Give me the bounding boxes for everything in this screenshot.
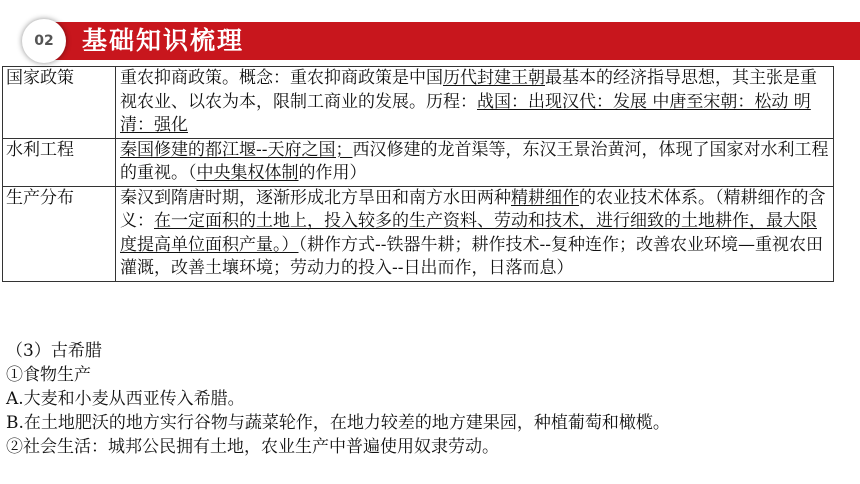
page-title: 基础知识梳理 (82, 26, 245, 55)
content-text: 西汉修建的龙首渠等，东汉王景治黄河，体现了国家对水利工程的重视。（ (120, 139, 829, 183)
row-category: 生产分布 (3, 186, 116, 281)
content-text: 的作用） (298, 163, 367, 183)
underlined-text: 中央集权体制 (196, 163, 299, 183)
section-number-badge: 02 (22, 19, 66, 63)
section-heading: （3）古希腊 (6, 341, 102, 361)
row-content (116, 186, 834, 281)
row-content (116, 67, 834, 139)
section-header (0, 20, 860, 62)
row-content (116, 138, 834, 186)
subheading-social: ②社会生活：城邦公民拥有土地，农业生产中普遍使用奴隶劳动。 (6, 437, 499, 457)
item-b: B.在土地肥沃的地方实行谷物与蔬菜轮作，在地力较差的地方建果园，种植葡萄和橄榄。 (6, 413, 670, 433)
underlined-text: 历代封建王朝 (443, 68, 545, 88)
greece-section (6, 339, 670, 459)
row-category: 国家政策 (3, 67, 116, 139)
content-text: 秦汉到隋唐时期，逐渐形成北方旱田和南方水田两种 (120, 187, 511, 208)
underlined-text: 战国：出现汉代：发展 中唐至宋朝：松动 明清：强化 (120, 91, 811, 135)
table-row (3, 186, 834, 281)
underlined-text: 秦国修建的都江堰--天府之国； (120, 139, 353, 160)
table-row (3, 67, 834, 139)
row-category: 水利工程 (3, 138, 116, 186)
underlined-text: 在一定面积的土地上，投入较多的生产资料、劳动和技术，进行细致的土地耕作，最大限度提高单位面积产量。） (120, 211, 817, 255)
knowledge-table (2, 66, 834, 282)
content-text: 的农业技术体系。（精耕细作的含义： (120, 187, 826, 231)
content-text: （耕作方式--铁器牛耕；耕作技术--复种连作；改善农业环境—重视农田灌溉，改善土壤环境；劳动力的投入--日出而作，日落而息） (120, 234, 823, 278)
content-text: 最基本的经济指导思想，其主张是重视农业、以农为本，限制工商业的发展。历程： (120, 68, 817, 112)
content-text: 重农抑商政策。概念：重农抑商政策是中国 (120, 68, 443, 88)
underlined-text: 精耕细作 (511, 187, 579, 208)
subheading-food: ①食物生产 (6, 365, 91, 385)
item-a: A.大麦和小麦从西亚传入希腊。 (6, 389, 245, 409)
table-row (3, 138, 834, 186)
